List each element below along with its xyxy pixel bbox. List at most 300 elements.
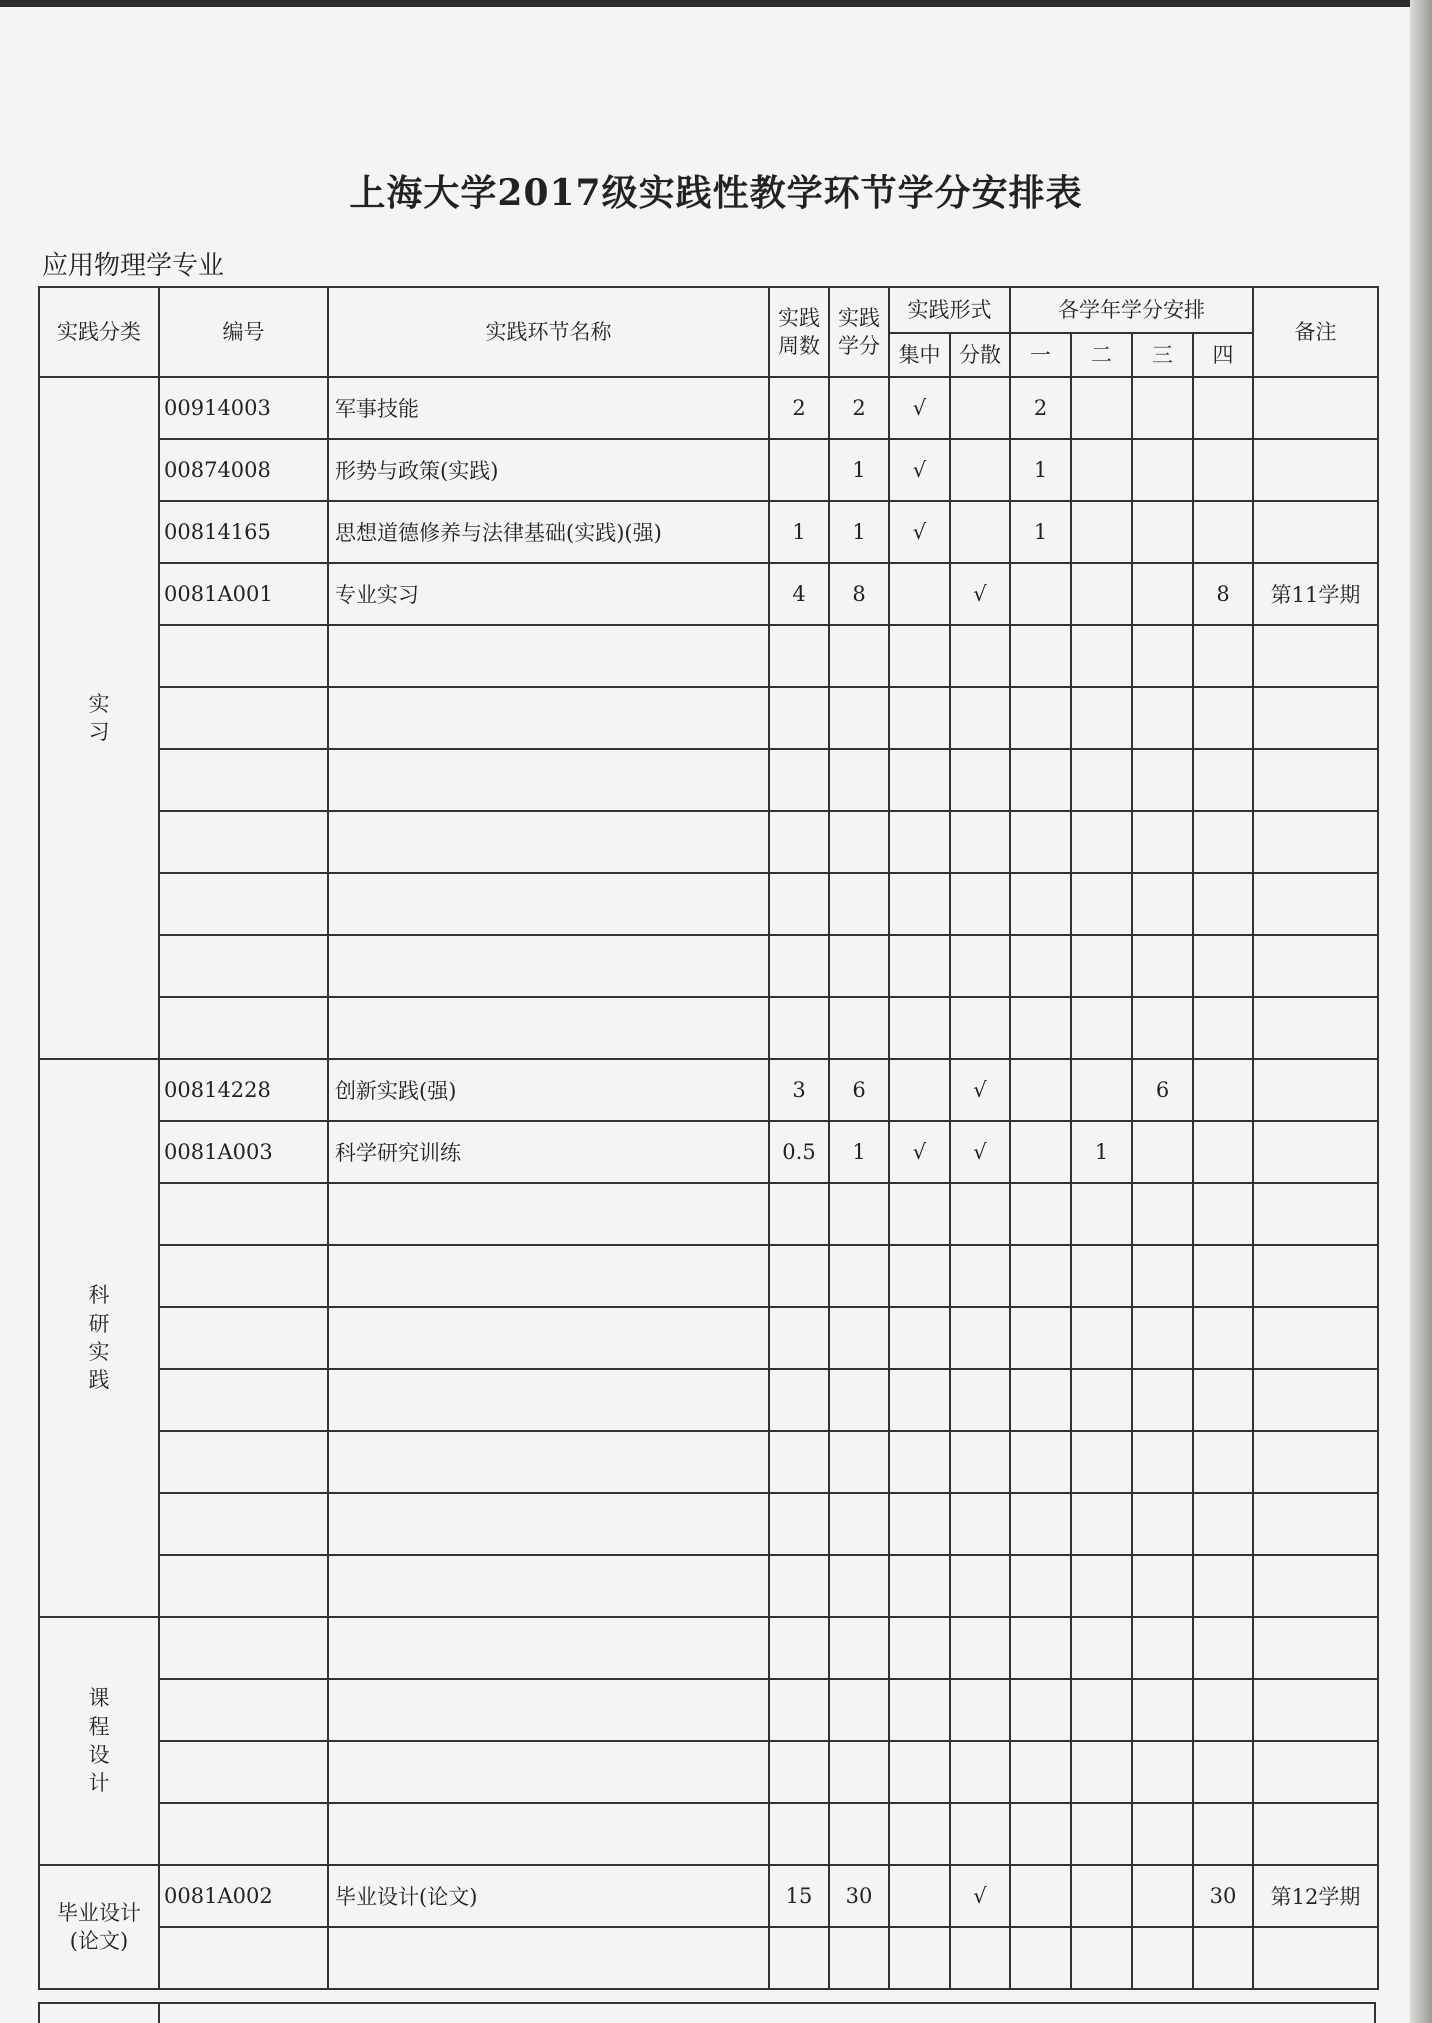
year-4-cell <box>1193 1121 1253 1183</box>
year-3-cell <box>1132 873 1193 935</box>
dispersed-cell <box>950 1679 1010 1741</box>
year-3-cell <box>1132 1617 1193 1679</box>
dispersed-cell <box>950 1741 1010 1803</box>
remarks-cell <box>1253 811 1378 873</box>
code-cell <box>159 1803 328 1865</box>
credits-cell <box>829 749 889 811</box>
table-row <box>39 1431 1378 1493</box>
weeks-cell <box>769 749 829 811</box>
weeks-cell <box>769 1369 829 1431</box>
concentrated-cell <box>889 935 950 997</box>
concentrated-cell: √ <box>889 377 950 439</box>
name-cell <box>328 873 769 935</box>
weeks-cell <box>769 811 829 873</box>
name-cell <box>328 625 769 687</box>
year-1-cell <box>1010 625 1071 687</box>
dispersed-cell <box>950 1803 1010 1865</box>
remarks-cell <box>1253 997 1378 1059</box>
credits-cell <box>829 1617 889 1679</box>
header-year-1: 一 <box>1010 333 1071 377</box>
year-3-cell <box>1132 1245 1193 1307</box>
credits-cell: 8 <box>829 563 889 625</box>
credits-cell: 6 <box>829 1059 889 1121</box>
concentrated-cell <box>889 1369 950 1431</box>
name-cell: 军事技能 <box>328 377 769 439</box>
concentrated-cell <box>889 1865 950 1927</box>
remarks-cell <box>1253 1803 1378 1865</box>
year-2-cell <box>1071 873 1132 935</box>
year-4-cell <box>1193 749 1253 811</box>
dispersed-cell <box>950 1245 1010 1307</box>
category-label: 科 研 实 践 <box>88 1283 110 1393</box>
code-cell <box>159 749 328 811</box>
year-4-cell <box>1193 1617 1253 1679</box>
credits-cell <box>829 1927 889 1989</box>
dispersed-cell <box>950 625 1010 687</box>
credits-cell <box>829 1369 889 1431</box>
year-4-cell <box>1193 1927 1253 1989</box>
table-row <box>39 1741 1378 1803</box>
credits-cell <box>829 997 889 1059</box>
credits-cell <box>829 1431 889 1493</box>
weeks-cell <box>769 1617 829 1679</box>
table-continuation-edge <box>1374 2002 1376 2023</box>
concentrated-cell <box>889 625 950 687</box>
credit-schedule-table <box>38 286 1379 1990</box>
year-3-cell <box>1132 563 1193 625</box>
concentrated-cell <box>889 1183 950 1245</box>
dispersed-cell <box>950 1431 1010 1493</box>
name-cell <box>328 749 769 811</box>
table-row <box>39 563 1378 625</box>
year-1-cell <box>1010 1493 1071 1555</box>
year-3-cell <box>1132 625 1193 687</box>
remarks-cell <box>1253 749 1378 811</box>
name-cell: 专业实习 <box>328 563 769 625</box>
year-3-cell <box>1132 1555 1193 1617</box>
year-4-cell <box>1193 501 1253 563</box>
concentrated-cell <box>889 563 950 625</box>
year-3-cell <box>1132 377 1193 439</box>
header-concentrated: 集中 <box>889 333 950 377</box>
weeks-cell <box>769 1493 829 1555</box>
credits-cell <box>829 873 889 935</box>
credits-cell <box>829 687 889 749</box>
name-cell <box>328 1741 769 1803</box>
header-remarks: 备注 <box>1253 287 1378 377</box>
year-4-cell <box>1193 811 1253 873</box>
header-year-3: 三 <box>1132 333 1193 377</box>
major-label: 应用物理学专业 <box>42 251 225 281</box>
year-1-cell <box>1010 935 1071 997</box>
table-row <box>39 873 1378 935</box>
remarks-cell <box>1253 439 1378 501</box>
code-cell <box>159 1679 328 1741</box>
dispersed-cell: √ <box>950 1059 1010 1121</box>
table-row <box>39 501 1378 563</box>
credits-cell: 1 <box>829 1121 889 1183</box>
weeks-cell <box>769 1803 829 1865</box>
weeks-cell <box>769 1245 829 1307</box>
remarks-cell <box>1253 1927 1378 1989</box>
header-form: 实践形式 <box>889 287 1010 333</box>
concentrated-cell <box>889 997 950 1059</box>
concentrated-cell <box>889 1493 950 1555</box>
table-row <box>39 811 1378 873</box>
year-4-cell <box>1193 1245 1253 1307</box>
remarks-cell <box>1253 377 1378 439</box>
year-1-cell <box>1010 563 1071 625</box>
concentrated-cell <box>889 1803 950 1865</box>
name-cell: 科学研究训练 <box>328 1121 769 1183</box>
header-year-4: 四 <box>1193 333 1253 377</box>
year-4-cell <box>1193 1803 1253 1865</box>
year-3-cell <box>1132 1741 1193 1803</box>
year-1-cell <box>1010 1245 1071 1307</box>
credits-cell <box>829 1741 889 1803</box>
weeks-cell <box>769 1679 829 1741</box>
code-cell <box>159 873 328 935</box>
name-cell <box>328 1369 769 1431</box>
name-cell <box>328 935 769 997</box>
name-cell <box>328 1307 769 1369</box>
year-1-cell <box>1010 997 1071 1059</box>
concentrated-cell <box>889 1245 950 1307</box>
remarks-cell <box>1253 1741 1378 1803</box>
credits-cell <box>829 1245 889 1307</box>
table-row <box>39 935 1378 997</box>
category-label: 实 习 <box>88 691 110 744</box>
table-row <box>39 1865 1378 1927</box>
year-4-cell <box>1193 1059 1253 1121</box>
year-3-cell <box>1132 811 1193 873</box>
year-2-cell <box>1071 749 1132 811</box>
year-1-cell <box>1010 811 1071 873</box>
table-row <box>39 1617 1378 1679</box>
year-3-cell <box>1132 935 1193 997</box>
code-cell <box>159 811 328 873</box>
code-cell <box>159 1617 328 1679</box>
name-cell <box>328 1803 769 1865</box>
year-2-cell <box>1071 563 1132 625</box>
credits-cell <box>829 1307 889 1369</box>
concentrated-cell <box>889 811 950 873</box>
code-cell: 0081A001 <box>159 563 328 625</box>
year-1-cell <box>1010 1741 1071 1803</box>
header-row-1 <box>39 287 1378 333</box>
code-cell <box>159 1245 328 1307</box>
year-2-cell <box>1071 377 1132 439</box>
remarks-cell <box>1253 501 1378 563</box>
concentrated-cell <box>889 1307 950 1369</box>
category-label: 毕业设计 (论文) <box>57 1900 141 1953</box>
year-4-cell <box>1193 935 1253 997</box>
year-4-cell <box>1193 625 1253 687</box>
year-1-cell <box>1010 1059 1071 1121</box>
weeks-cell: 3 <box>769 1059 829 1121</box>
name-cell <box>328 1555 769 1617</box>
year-2-cell <box>1071 501 1132 563</box>
remarks-cell <box>1253 1059 1378 1121</box>
name-cell: 创新实践(强) <box>328 1059 769 1121</box>
dispersed-cell <box>950 501 1010 563</box>
year-1-cell <box>1010 749 1071 811</box>
year-2-cell <box>1071 1679 1132 1741</box>
dispersed-cell <box>950 997 1010 1059</box>
code-cell <box>159 1183 328 1245</box>
year-3-cell <box>1132 1927 1193 1989</box>
concentrated-cell <box>889 1741 950 1803</box>
code-cell <box>159 1369 328 1431</box>
category-cell <box>39 1617 159 1865</box>
year-4-cell <box>1193 1741 1253 1803</box>
remarks-cell: 第11学期 <box>1253 563 1378 625</box>
concentrated-cell <box>889 1927 950 1989</box>
year-1-cell: 1 <box>1010 501 1071 563</box>
category-cell <box>39 1865 159 1989</box>
code-cell <box>159 1741 328 1803</box>
dispersed-cell <box>950 749 1010 811</box>
year-3-cell <box>1132 1679 1193 1741</box>
weeks-cell <box>769 1555 829 1617</box>
year-4-cell <box>1193 1555 1253 1617</box>
year-1-cell <box>1010 1803 1071 1865</box>
year-2-cell <box>1071 1741 1132 1803</box>
code-cell <box>159 1431 328 1493</box>
year-3-cell <box>1132 749 1193 811</box>
remarks-cell <box>1253 1617 1378 1679</box>
year-3-cell <box>1132 997 1193 1059</box>
year-1-cell <box>1010 1865 1071 1927</box>
year-3-cell <box>1132 1121 1193 1183</box>
weeks-cell <box>769 1927 829 1989</box>
year-3-cell <box>1132 1865 1193 1927</box>
name-cell <box>328 687 769 749</box>
remarks-cell <box>1253 1369 1378 1431</box>
dispersed-cell: √ <box>950 1865 1010 1927</box>
year-3-cell <box>1132 501 1193 563</box>
year-4-cell <box>1193 873 1253 935</box>
credits-cell: 2 <box>829 377 889 439</box>
table-row <box>39 1183 1378 1245</box>
table-row <box>39 749 1378 811</box>
remarks-cell <box>1253 935 1378 997</box>
year-3-cell <box>1132 1183 1193 1245</box>
table-row <box>39 997 1378 1059</box>
year-1-cell <box>1010 687 1071 749</box>
header-weeks-text: 实践 周数 <box>778 305 820 358</box>
table-row <box>39 687 1378 749</box>
year-2-cell <box>1071 687 1132 749</box>
remarks-cell <box>1253 1183 1378 1245</box>
dispersed-cell <box>950 377 1010 439</box>
code-cell <box>159 1555 328 1617</box>
year-4-cell: 30 <box>1193 1865 1253 1927</box>
credits-cell <box>829 811 889 873</box>
weeks-cell <box>769 439 829 501</box>
year-2-cell <box>1071 1245 1132 1307</box>
name-cell: 思想道德修养与法律基础(实践)(强) <box>328 501 769 563</box>
year-2-cell <box>1071 997 1132 1059</box>
code-cell <box>159 1307 328 1369</box>
concentrated-cell <box>889 1679 950 1741</box>
year-1-cell <box>1010 1555 1071 1617</box>
dispersed-cell <box>950 935 1010 997</box>
name-cell: 形势与政策(实践) <box>328 439 769 501</box>
concentrated-cell <box>889 1431 950 1493</box>
category-label: 课 程 设 计 <box>88 1686 110 1796</box>
year-1-cell <box>1010 1307 1071 1369</box>
year-2-cell <box>1071 1865 1132 1927</box>
year-4-cell <box>1193 1679 1253 1741</box>
remarks-cell <box>1253 1121 1378 1183</box>
dispersed-cell <box>950 1369 1010 1431</box>
table-row <box>39 1803 1378 1865</box>
category-cell <box>39 1059 159 1617</box>
dispersed-cell: √ <box>950 1121 1010 1183</box>
year-1-cell: 1 <box>1010 439 1071 501</box>
year-2-cell <box>1071 1307 1132 1369</box>
weeks-cell <box>769 625 829 687</box>
concentrated-cell <box>889 1059 950 1121</box>
year-1-cell <box>1010 1679 1071 1741</box>
remarks-cell: 第12学期 <box>1253 1865 1378 1927</box>
year-2-cell <box>1071 1803 1132 1865</box>
header-weeks <box>769 287 829 377</box>
weeks-cell <box>769 687 829 749</box>
year-1-cell <box>1010 873 1071 935</box>
table-continuation-line <box>38 2002 1376 2004</box>
code-cell <box>159 687 328 749</box>
code-cell: 0081A003 <box>159 1121 328 1183</box>
code-cell <box>159 1493 328 1555</box>
table-row <box>39 1307 1378 1369</box>
year-3-cell <box>1132 1369 1193 1431</box>
credits-cell <box>829 1493 889 1555</box>
table-row <box>39 1245 1378 1307</box>
concentrated-cell: √ <box>889 439 950 501</box>
page-right-edge <box>1410 0 1432 2023</box>
dispersed-cell <box>950 1307 1010 1369</box>
dispersed-cell <box>950 1927 1010 1989</box>
weeks-cell <box>769 1431 829 1493</box>
name-cell <box>328 1493 769 1555</box>
header-credits <box>829 287 889 377</box>
concentrated-cell: √ <box>889 1121 950 1183</box>
name-cell <box>328 1679 769 1741</box>
dispersed-cell <box>950 873 1010 935</box>
year-4-cell <box>1193 1183 1253 1245</box>
remarks-cell <box>1253 1555 1378 1617</box>
table-row <box>39 377 1378 439</box>
credits-cell <box>829 1803 889 1865</box>
remarks-cell <box>1253 873 1378 935</box>
name-cell: 毕业设计(论文) <box>328 1865 769 1927</box>
concentrated-cell <box>889 1617 950 1679</box>
concentrated-cell <box>889 687 950 749</box>
dispersed-cell <box>950 1555 1010 1617</box>
year-2-cell <box>1071 439 1132 501</box>
code-cell: 00814228 <box>159 1059 328 1121</box>
code-cell: 00914003 <box>159 377 328 439</box>
year-2-cell <box>1071 1183 1132 1245</box>
dispersed-cell: √ <box>950 563 1010 625</box>
dispersed-cell <box>950 1617 1010 1679</box>
header-code: 编号 <box>159 287 328 377</box>
year-3-cell <box>1132 439 1193 501</box>
header-category: 实践分类 <box>39 287 159 377</box>
table-row <box>39 1121 1378 1183</box>
table-row <box>39 439 1378 501</box>
concentrated-cell: √ <box>889 501 950 563</box>
name-cell <box>328 997 769 1059</box>
credits-cell: 1 <box>829 439 889 501</box>
weeks-cell: 2 <box>769 377 829 439</box>
year-2-cell: 1 <box>1071 1121 1132 1183</box>
name-cell <box>328 1431 769 1493</box>
year-4-cell <box>1193 997 1253 1059</box>
weeks-cell <box>769 1183 829 1245</box>
header-year-2: 二 <box>1071 333 1132 377</box>
header-credits-text: 实践 学分 <box>838 305 880 358</box>
year-2-cell <box>1071 1493 1132 1555</box>
name-cell <box>328 1617 769 1679</box>
name-cell <box>328 1245 769 1307</box>
credits-cell <box>829 935 889 997</box>
name-cell <box>328 811 769 873</box>
table-continuation-edge <box>38 2002 40 2023</box>
category-cell <box>39 377 159 1059</box>
credits-cell <box>829 1183 889 1245</box>
weeks-cell <box>769 997 829 1059</box>
year-2-cell <box>1071 625 1132 687</box>
table-row <box>39 625 1378 687</box>
name-cell <box>328 1183 769 1245</box>
year-3-cell: 6 <box>1132 1059 1193 1121</box>
table-row <box>39 1679 1378 1741</box>
table-row <box>39 1059 1378 1121</box>
table-row <box>39 1493 1378 1555</box>
dispersed-cell <box>950 687 1010 749</box>
header-dispersed: 分散 <box>950 333 1010 377</box>
weeks-cell <box>769 1307 829 1369</box>
year-2-cell <box>1071 935 1132 997</box>
remarks-cell <box>1253 687 1378 749</box>
code-cell: 00874008 <box>159 439 328 501</box>
code-cell <box>159 997 328 1059</box>
header-name: 实践环节名称 <box>328 287 769 377</box>
year-3-cell <box>1132 1307 1193 1369</box>
credits-cell <box>829 625 889 687</box>
remarks-cell <box>1253 1679 1378 1741</box>
table-row <box>39 1369 1378 1431</box>
code-cell <box>159 625 328 687</box>
code-cell <box>159 1927 328 1989</box>
year-1-cell <box>1010 1927 1071 1989</box>
page-title: 上海大学2017级实践性教学环节学分安排表 <box>349 172 1083 214</box>
year-1-cell: 2 <box>1010 377 1071 439</box>
year-3-cell <box>1132 1431 1193 1493</box>
year-2-cell <box>1071 1555 1132 1617</box>
year-2-cell <box>1071 1617 1132 1679</box>
weeks-cell <box>769 935 829 997</box>
remarks-cell <box>1253 625 1378 687</box>
dispersed-cell <box>950 1493 1010 1555</box>
year-4-cell <box>1193 1369 1253 1431</box>
code-cell: 00814165 <box>159 501 328 563</box>
remarks-cell <box>1253 1431 1378 1493</box>
year-1-cell <box>1010 1431 1071 1493</box>
